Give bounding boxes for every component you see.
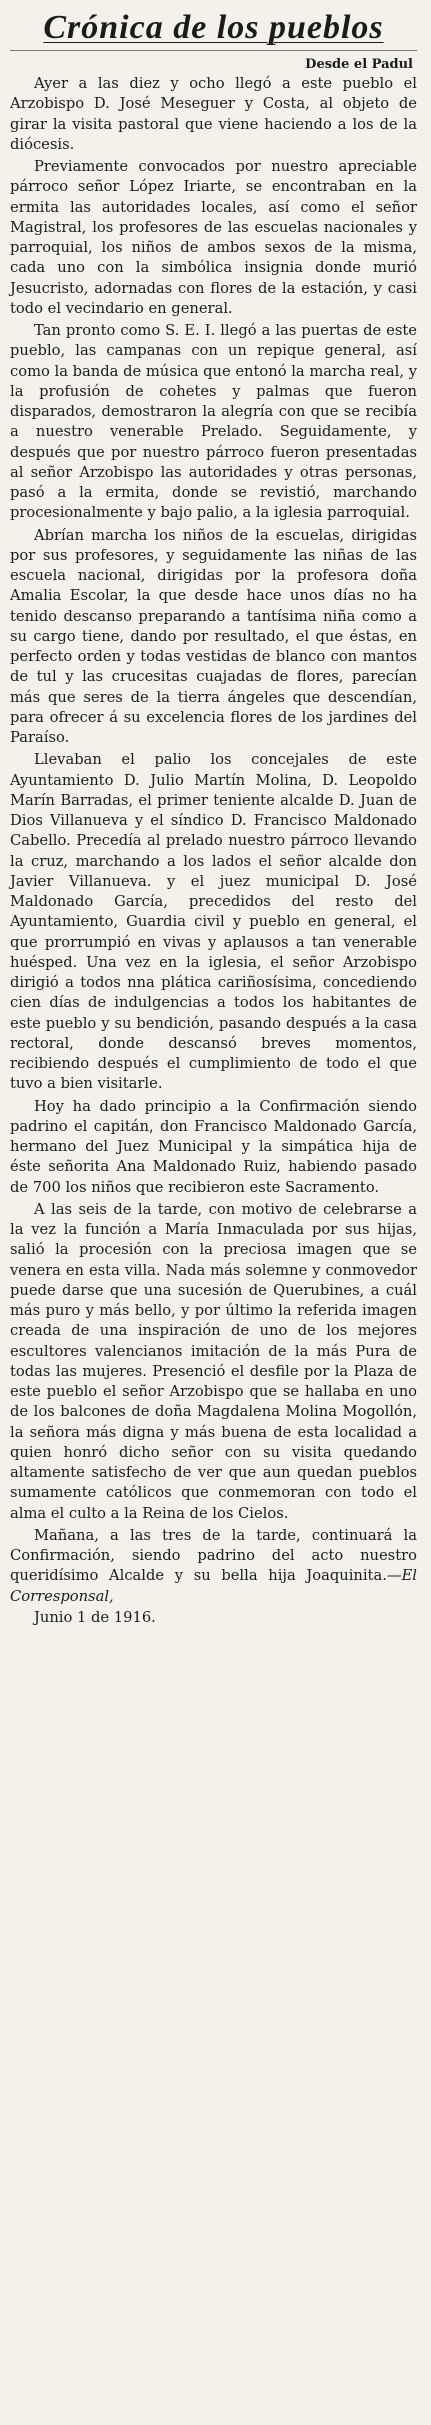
dateline-place: Desde el Padul [305,57,413,72]
paragraph: Llevaban el palio los concejales de este Ayuntamiento D. Julio Martín Molina, D. Leopoldo Marín Barradas, el primer teniente alcalde D. Juan de Dios Villanueva y el síndico D. Francisco Maldonado Cabello. Precedía al prelado nuestro párroco llevando la cruz, marchando a los lados el señor alcalde don Javier Villanueva. y el juez municipal D. José Maldonado García, precedidos del resto del Ayuntamiento, Guardia civil y pueblo en general, el que prorrumpió en vivas y aplausos a tan venerable huésped. Una vez en la iglesia, el señor Arzobispo dirigió a todos nna plática cariñosísima, concediendo cien días de indulgencias a todos los habitantes de este pueblo y su bendición, pasando después a la casa rectoral, donde descansó breves momentos, recibiendo después el cumplimiento de todo el que tuvo a bien visitarle. [10,751,417,1093]
paragraph: A las seis de la tarde, con motivo de celebrarse a la vez la función a María Inmaculada por sus hijas, salió la procesión con la preciosa imagen que se venera en esta villa. Nada más solemne y conmovedor puede darse que una sucesión de Querubines, a cuál más puro y más bello, y por último la referida imagen creada de una inspiración de uno de los mejores escultores valencianos imitación de la más Pura de todas las mujeres. Presenció el desfile por la Plaza de este pueblo el señor Arzobispo que se hallaba en uno de los balcones de doña Magdalena Molina Mogollón, la señora más digna y más buena de esta localidad a quien honró dicho señor con su visita quedando altamente satisfecho de ver que aun quedan pueblos sumamente católicos que conmemoran con todo el alma el culto a la Reina de los Cielos. [10,1200,417,1522]
paragraph: Abrían marcha los niños de la escuelas, dirigidas por sus profesores, y seguidamente las niñas de las escuela nacional, dirigidas por la profesora doña Amalia Escolar, la que desde hace unos días no ha tenido descanso preparando a tantísima niña como a su cargo tiene, dando por resultado, el que éstas, en perfecto orden y todas vestidas de blanco con mantos de tul y las crucesitas cuajadas de flores, parecían más que seres de la tierra ángeles que descendían, para ofrecer á su excelencia flores de los jardines del Paraíso. [10,526,417,746]
paragraph: Previamente convocados por nuestro apreciable párroco señor López Iriarte, se encontraban en la ermita las autoridades locales, así como el señor Magistral, los profesores de las escuelas nacionales y parroquial, los niños de ambos sexos de la misma, cada uno con la simbólica insignia donde murió Jesucristo, adornadas con flores de la estación, y casi todo el vecindario en general. [10,158,417,317]
paragraph-last [10,1526,417,1607]
signature: —El Corresponsal, [10,1567,417,1605]
column-header [10,8,417,51]
article-title: Crónica de los pueblos [43,9,384,46]
article-body [10,74,417,1607]
paragraph: Ayer a las diez y ocho llegó a este pueblo el Arzobispo D. José Meseguer y Costa, al objeto de girar la visita pastoral que viene haciendo a los de la diócesis. [10,75,417,153]
paragraph: Hoy ha dado principio a la Confirmación siendo padrino el capitán, don Francisco Maldonado García, hermano del Juez Municipal y la simpática hija de éste señorita Ana Maldonado Ruiz, habiendo pasado de 700 los niños que recibieron este Sacramento. [10,1097,417,1196]
paragraph-text: Mañana, a las tres de la tarde, continuará la Confirmación, siendo padrino del acto nuestro queridísimo Alcalde y su bella hija Joaquinita. [10,1526,417,1585]
paragraph: Tan pronto como S. E. I. llegó a las puertas de este pueblo, las campanas con un repique general, así como la banda de música que entonó la marcha real, y la profusión de cohetes y palmas que fueron disparados, demostraron la alegría con que se recibía a nuestro venerable Prelado. Seguidamente, y después que por nuestro párroco fueron presentadas al señor Arzobispo las autoridades y otras personas, pasó a la ermita, donde se revistió, marchando procesionalmente y bajo palio, a la iglesia parroquial. [10,322,417,522]
article-date: Junio 1 de 1916. [34,1608,156,1626]
